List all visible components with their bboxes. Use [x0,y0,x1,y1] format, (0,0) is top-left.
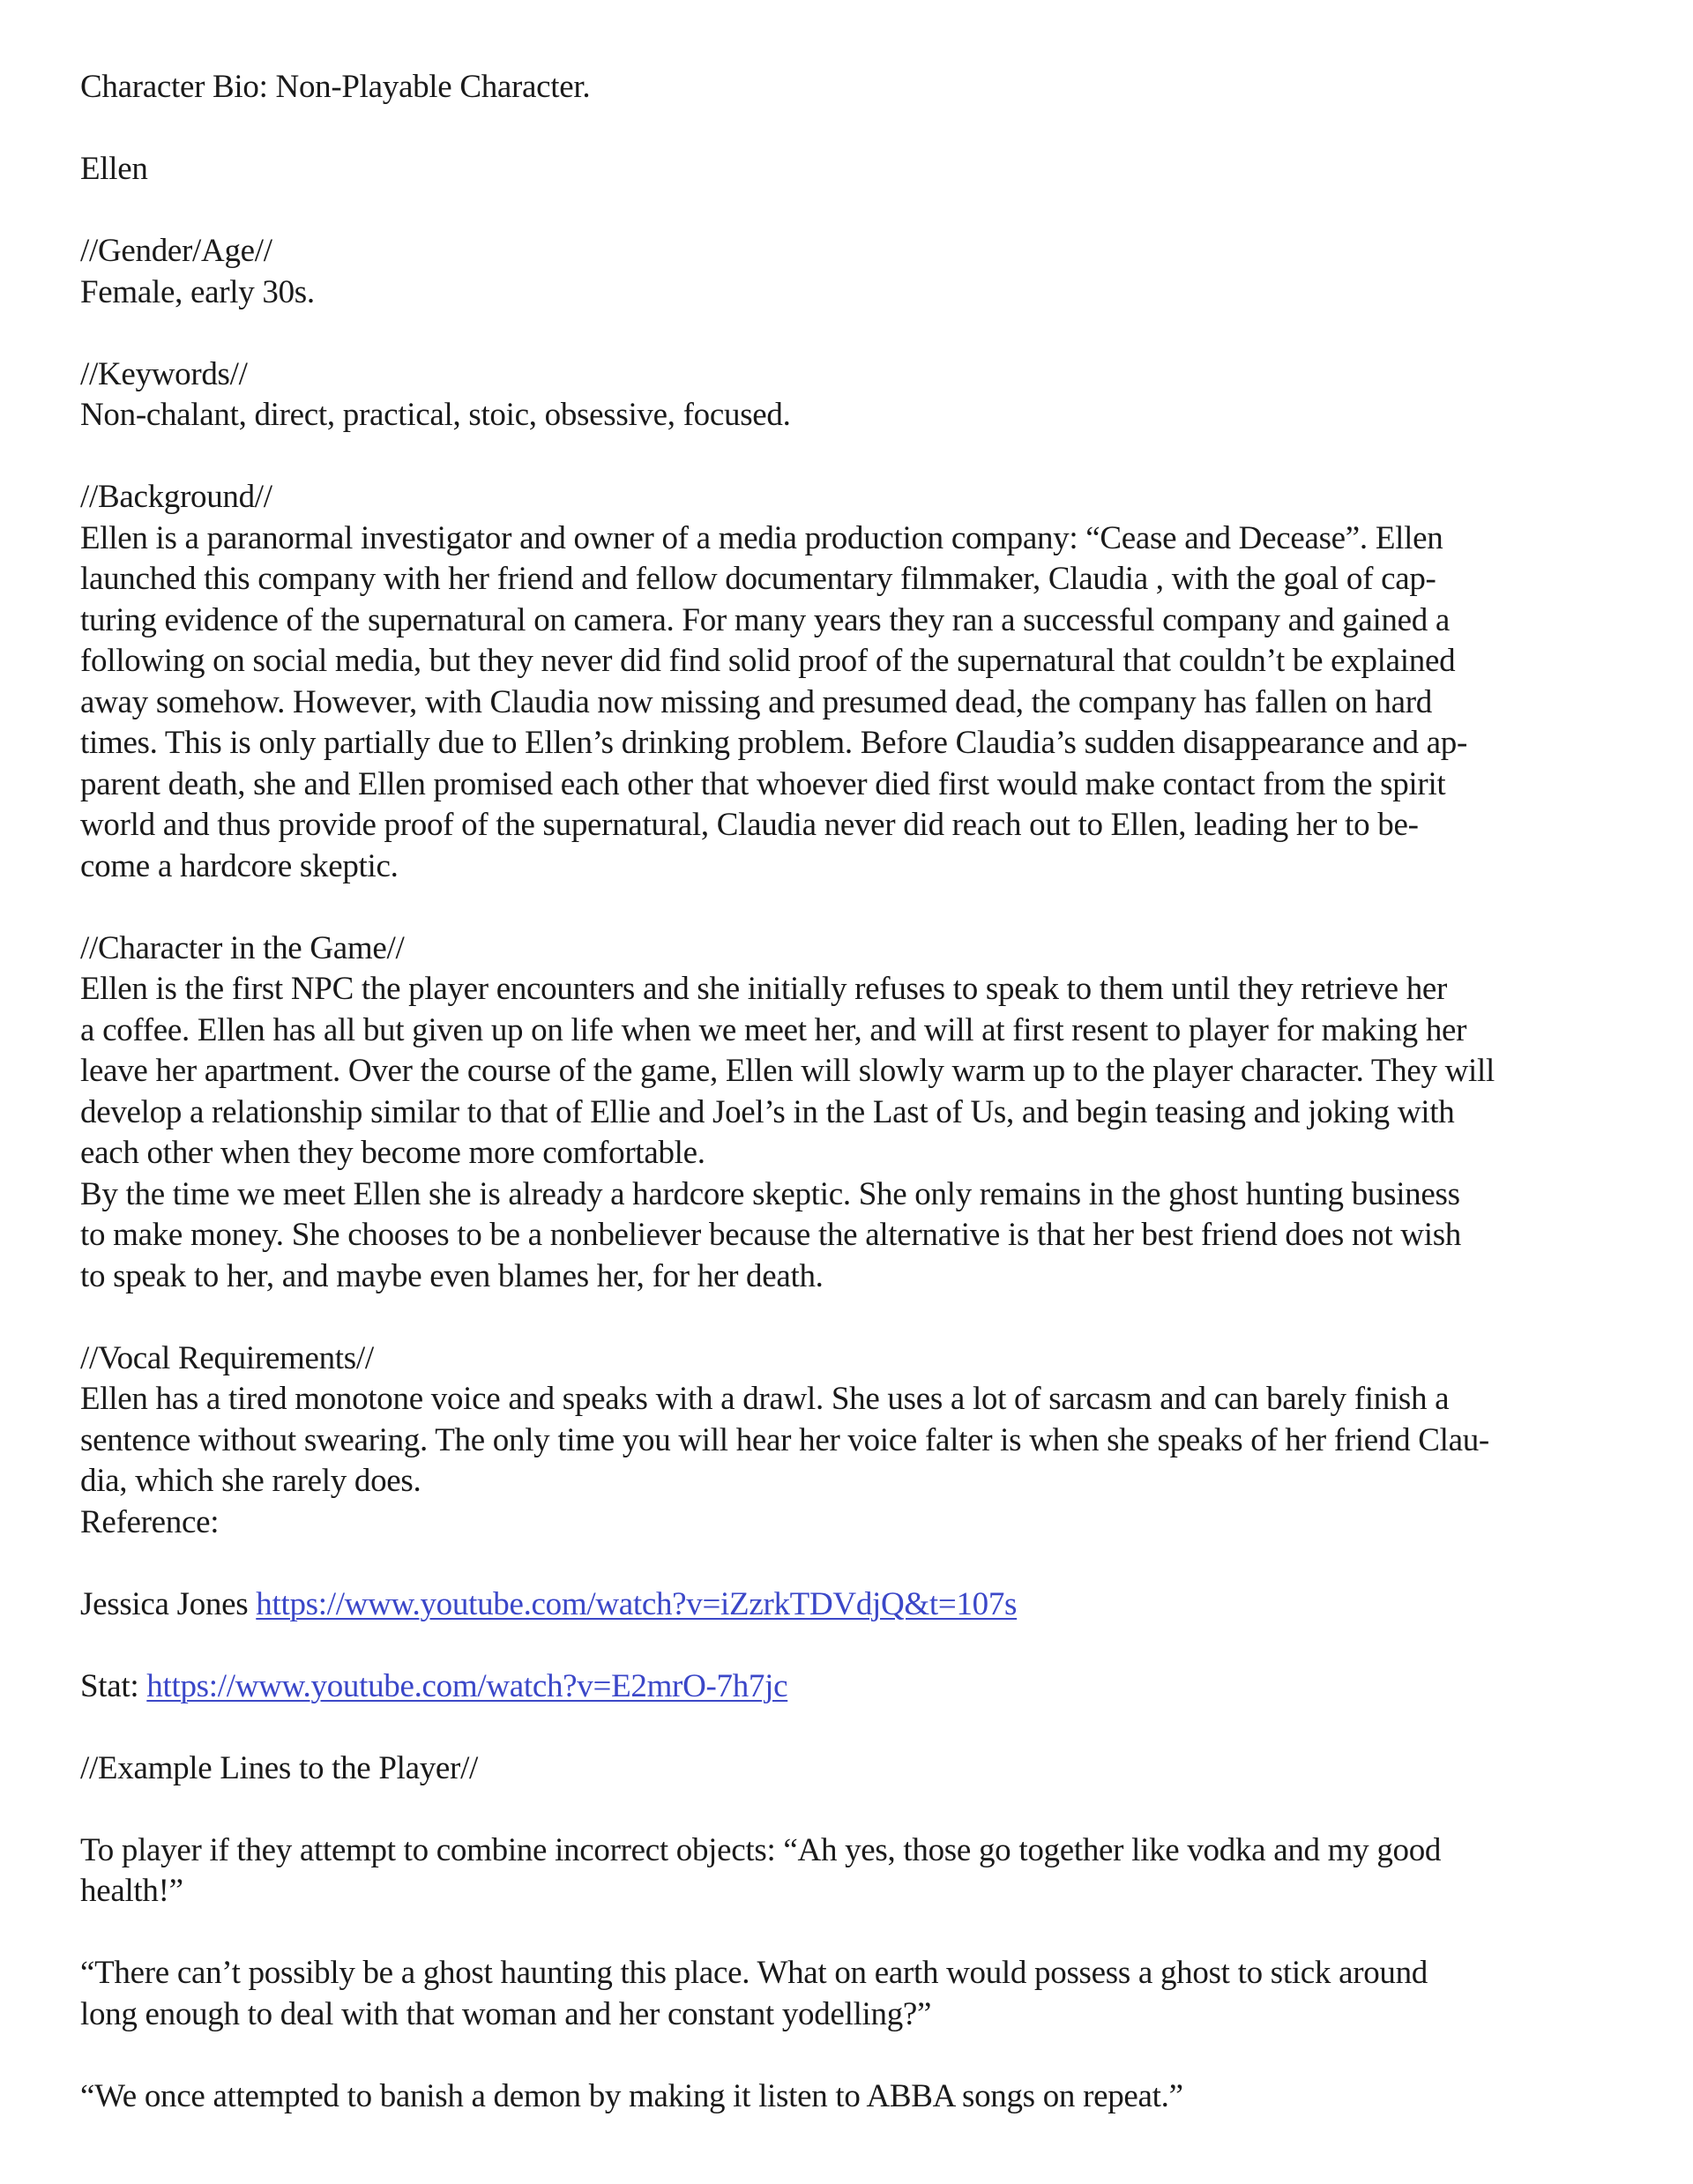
reference-item-jessica-jones [80,1584,1597,1626]
example-line: long enough to deal with that woman and her constant yodelling?” [80,1995,932,2032]
background-line: Ellen is a paranormal investigator and owner of a media production company: “Cease and Decease”. Ellen [80,519,1443,556]
vocal-requirements-line: dia, which she rarely does. [80,1463,421,1499]
character-name: Ellen [80,151,148,187]
example-line: “We once attempted to banish a demon by making it listen to ABBA songs on repeat.” [80,2077,1183,2114]
background-line: launched this company with her friend and fellow documentary filmmaker, Claudia , with the goal of cap- [80,561,1436,597]
character-in-game-line: leave her apartment. Over the course of the game, Ellen will slowly warm up to the player character. They will [80,1053,1495,1089]
character-in-game-line: By the time we meet Ellen she is already a hardcore skeptic. She only remains in the ghost hunting business [80,1175,1460,1212]
spacer [80,1789,1597,1830]
background-line: turing evidence of the supernatural on camera. For many years they ran a successful company and gained a [80,601,1451,638]
spacer [80,2035,1597,2076]
vocal-requirements-line: sentence without swearing. The only time you will hear her voice falter is when she speaks of her friend Clau- [80,1421,1489,1458]
reference-label: Reference: [80,1503,220,1540]
section-heading-vocal-requirements: //Vocal Requirements// [80,1339,374,1376]
spacer [80,887,1597,928]
example-line: “There can’t possibly be a ghost haunting this place. What on earth would possess a ghost to stick around [80,1955,1428,1991]
reference-label-stat: Stat: [80,1667,139,1704]
section-heading-gender-age: //Gender/Age// [80,233,272,269]
background-line: away somehow. However, with Claudia now missing and presumed dead, the company has fallen on hard [80,683,1432,720]
document-page [80,67,1597,2117]
keywords-section [80,354,1597,436]
example-line: To player if they attempt to combine incorrect objects: “Ah yes, those go together like vodka and my good [80,1831,1442,1868]
vocal-requirements-line: Ellen has a tired monotone voice and speaks with a drawl. She uses a lot of sarcasm and can barely finish a [80,1381,1450,1417]
character-in-game-line: to speak to her, and maybe even blames her, for her death. [80,1257,824,1294]
reference-item-stat [80,1666,1597,1708]
spacer [80,436,1597,478]
background-line: following on social media, but they never did find solid proof of the supernatural that couldn’t be explained [80,643,1456,679]
section-heading-character-in-game: //Character in the Game// [80,929,405,966]
example-lines-section [80,1748,1597,2118]
section-heading-example-lines: //Example Lines to the Player// [80,1749,479,1786]
reference-label-jessica-jones: Jessica Jones [80,1585,249,1622]
spacer [80,1912,1597,1954]
vocal-requirements-section [80,1338,1597,1544]
section-heading-background: //Background// [80,479,272,515]
spacer [80,1297,1597,1338]
spacer [80,1625,1597,1666]
background-line: parent death, she and Ellen promised each other that whoever died first would make contact from the spirit [80,765,1446,802]
reference-link-stat[interactable]: https://www.youtube.com/watch?v=E2mrO-7h7jc [146,1667,788,1704]
spacer [80,1707,1597,1748]
keywords-text: Non-chalant, direct, practical, stoic, obsessive, focused. [80,397,791,433]
character-in-game-line: to make money. She chooses to be a nonbeliever because the alternative is that her best friend does not wish [80,1217,1461,1253]
gender-age-section [80,231,1597,313]
reference-link-jessica-jones[interactable]: https://www.youtube.com/watch?v=iZzrkTDVdjQ&t=107s [256,1585,1018,1622]
character-in-game-line: develop a relationship similar to that of Ellie and Joel’s in the Last of Us, and begin teasing and joking with [80,1093,1455,1130]
spacer [80,313,1597,354]
character-in-game-line: a coffee. Ellen has all but given up on life when we meet her, and will at first resent to player for making her [80,1011,1467,1048]
background-section [80,477,1597,887]
spacer [80,108,1597,150]
document-title: Character Bio: Non-Playable Character. [80,69,591,105]
spacer [80,190,1597,232]
example-line: health!” [80,1873,183,1909]
character-in-game-section [80,928,1597,1298]
spacer [80,1543,1597,1584]
background-line: come a hardcore skeptic. [80,847,399,884]
character-in-game-line: each other when they become more comfortable. [80,1135,705,1171]
background-line: world and thus provide proof of the supernatural, Claudia never did reach out to Ellen, leading her to be- [80,807,1419,843]
section-heading-keywords: //Keywords// [80,355,248,392]
gender-age-text: Female, early 30s. [80,273,315,310]
background-line: times. This is only partially due to Ellen’s drinking problem. Before Claudia’s sudden disappearance and ap- [80,725,1467,761]
character-in-game-line: Ellen is the first NPC the player encounters and she initially refuses to speak to them until they retrieve her [80,971,1448,1007]
